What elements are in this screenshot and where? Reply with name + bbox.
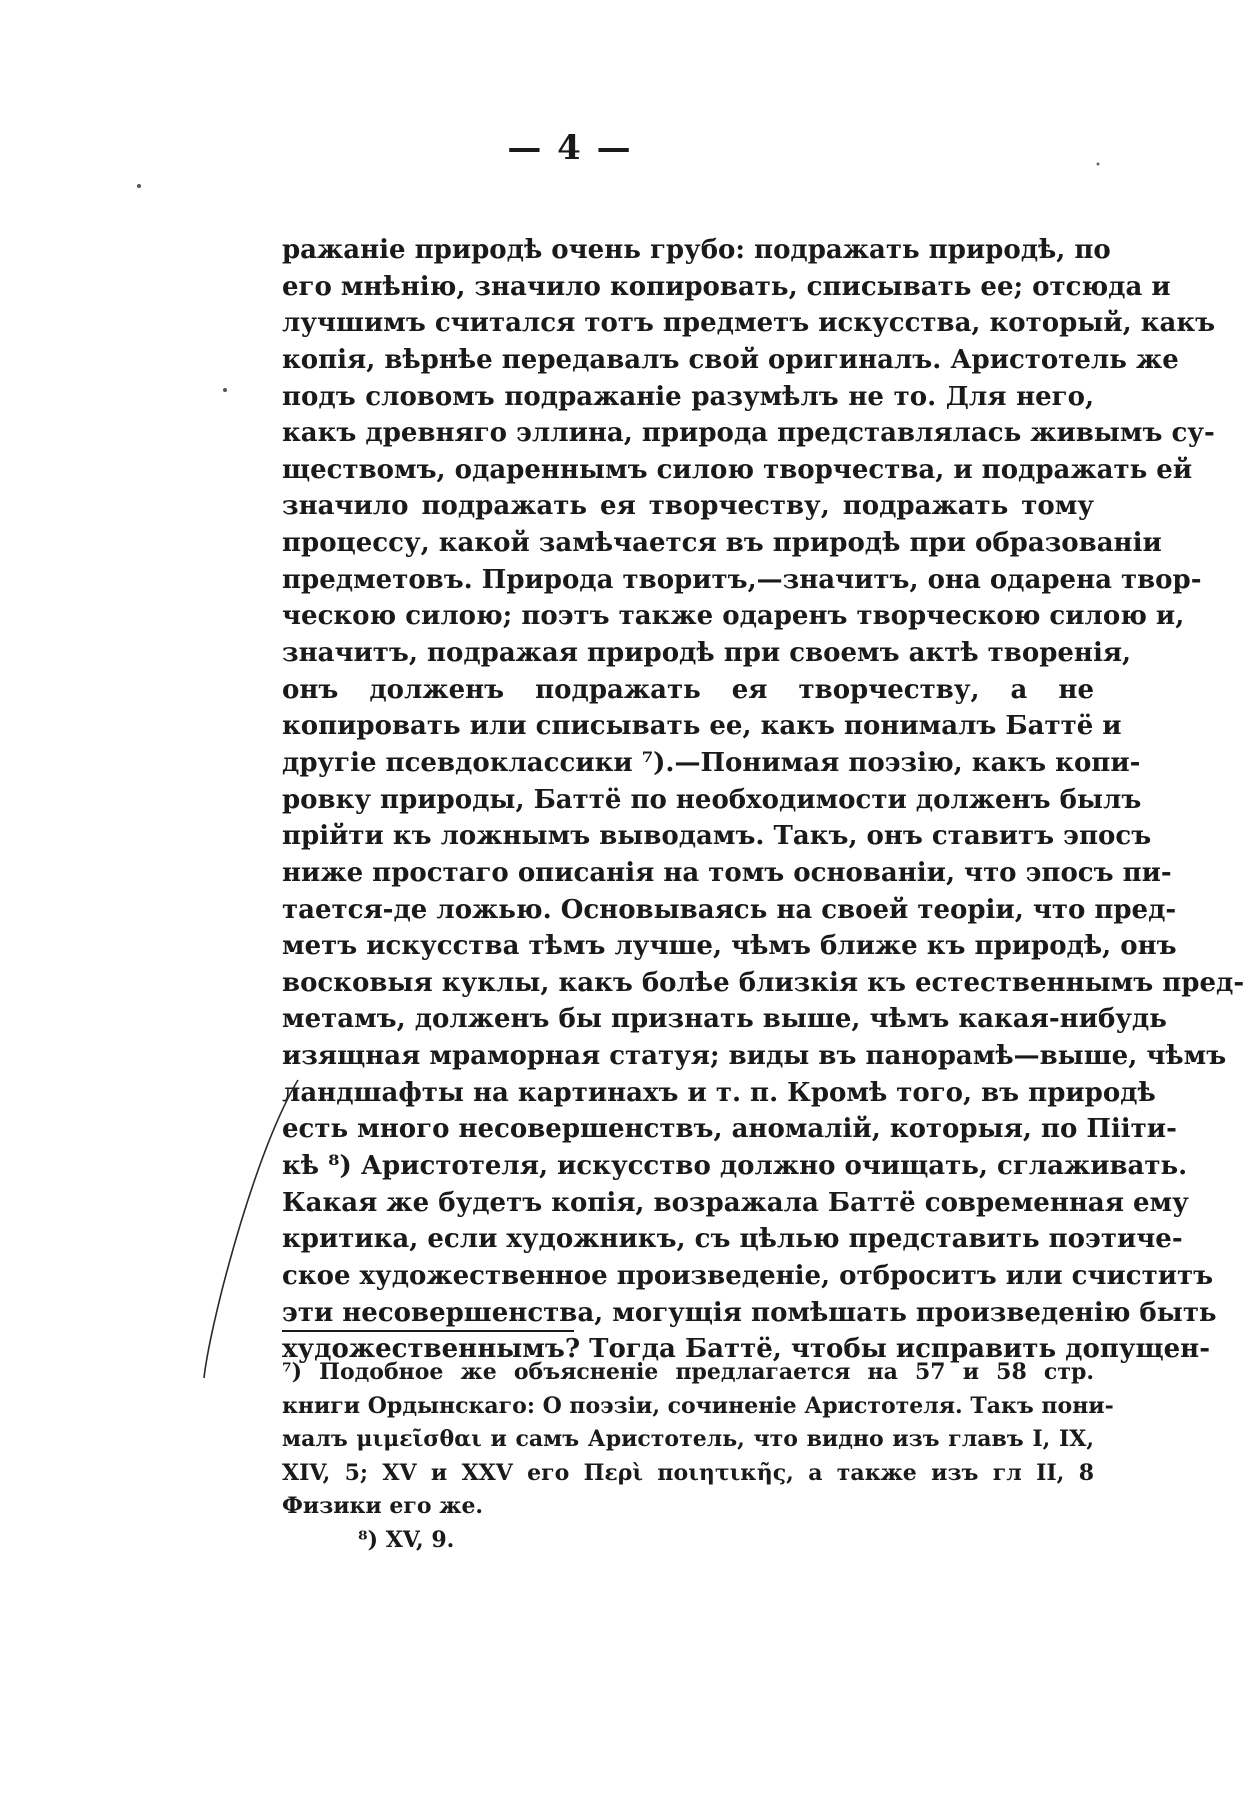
footnote-line: малъ μιμεῖσθαι и самъ Аристотель, что видно изъ главъ I, IX, bbox=[282, 1426, 1094, 1452]
text-line: эти несовершенства, могущія помѣшать произведенію быть bbox=[282, 1297, 1217, 1328]
text-line: художественнымъ? Тогда Баттё, чтобы исправить допущен- bbox=[282, 1334, 1210, 1365]
text-line: копія, вѣрнѣе передавалъ свой оригиналъ. Аристотель же bbox=[282, 344, 1179, 375]
text-line: есть много несовершенствъ, аномалій, которыя, по Пііти- bbox=[282, 1114, 1177, 1145]
text-line: ческою силою; поэтъ также одаренъ творческою силою и, bbox=[282, 601, 1185, 632]
text-line: процессу, какой замѣчается въ природѣ при образованіи bbox=[282, 528, 1162, 559]
main-text bbox=[282, 232, 1244, 1368]
text-line: его мнѣнію, значило копировать, списывать ее; отсюда и bbox=[282, 271, 1171, 302]
text-line: метъ искусства тѣмъ лучше, чѣмъ ближе къ природѣ, онъ bbox=[282, 931, 1177, 962]
page-number: — 4 — bbox=[507, 128, 633, 168]
text-line: какъ древняго эллина, природа представлялась живымъ су- bbox=[282, 418, 1215, 449]
footnote-line: Физики его же. bbox=[282, 1493, 484, 1519]
text-line: другіе псевдоклассики ⁷).—Понимая поэзію, какъ копи- bbox=[282, 747, 1141, 778]
text-line: копировать или списывать ее, какъ понималъ Баттё и bbox=[282, 711, 1122, 742]
text-line: ществомъ, одареннымъ силою творчества, и подражать ей bbox=[282, 454, 1193, 485]
text-line: метамъ, долженъ бы признать выше, чѣмъ какая-нибудь bbox=[282, 1004, 1167, 1035]
text-line: ровку природы, Баттё по необходимости долженъ былъ bbox=[282, 784, 1142, 815]
text-line: ниже простаго описанія на томъ основаніи, что эпосъ пи- bbox=[282, 857, 1172, 888]
text-line: кѣ ⁸) Аристотеля, искусство должно очищать, сглаживать. bbox=[282, 1151, 1188, 1182]
text-line: восковыя куклы, какъ болѣе близкія къ естественнымъ пред- bbox=[282, 967, 1244, 998]
text-line: онъ долженъ подражать ея творчеству, а не bbox=[282, 674, 1094, 705]
text-line: ское художественное произведеніе, отброситъ или счиститъ bbox=[282, 1260, 1214, 1291]
footnote-line: книги Ордынскаго: О поэзіи, сочиненіе Аристотеля. Такъ пони- bbox=[282, 1392, 1114, 1419]
text-line: ландшафты на картинахъ и т. п. Кромѣ того, въ природѣ bbox=[282, 1077, 1156, 1108]
footnotes bbox=[282, 1356, 1114, 1557]
text-line: тается-де ложью. Основываясь на своей теоріи, что пред- bbox=[282, 894, 1177, 925]
text-line: предметовъ. Природа творитъ,—значитъ, она одарена твор- bbox=[282, 564, 1202, 595]
text-line: ражаніе природѣ очень грубо: подражать природѣ, по bbox=[282, 235, 1111, 265]
text-line: критика, если художникъ, съ цѣлью представить поэтиче- bbox=[282, 1224, 1183, 1255]
footnote-line: XIV, 5; XV и XXV его Περὶ ποιητικῆς, а также изъ гл II, 8 bbox=[282, 1459, 1094, 1486]
footnote-separator bbox=[282, 1330, 574, 1332]
text-line: изящная мраморная статуя; виды въ панорамѣ—выше, чѣмъ bbox=[282, 1041, 1227, 1072]
text-line: значитъ, подражая природѣ при своемъ актѣ творенія, bbox=[282, 638, 1132, 669]
text-line: Какая же будетъ копія, возражала Баттё современная ему bbox=[282, 1187, 1189, 1218]
text-line: лучшимъ считался тотъ предметъ искусства, который, какъ bbox=[282, 308, 1216, 339]
text-line: значило подражать ея творчеству, подражать тому bbox=[282, 491, 1094, 522]
footnote-line: ⁸) XV, 9. bbox=[358, 1526, 455, 1553]
footnote-line: ⁷) Подобное же объясненіе предлагается на 57 и 58 стр. bbox=[282, 1359, 1094, 1385]
text-line: подъ словомъ подражаніе разумѣлъ не то. Для него, bbox=[282, 381, 1094, 412]
text-line: прійти къ ложнымъ выводамъ. Такъ, онъ ставитъ эпосъ bbox=[282, 821, 1152, 852]
